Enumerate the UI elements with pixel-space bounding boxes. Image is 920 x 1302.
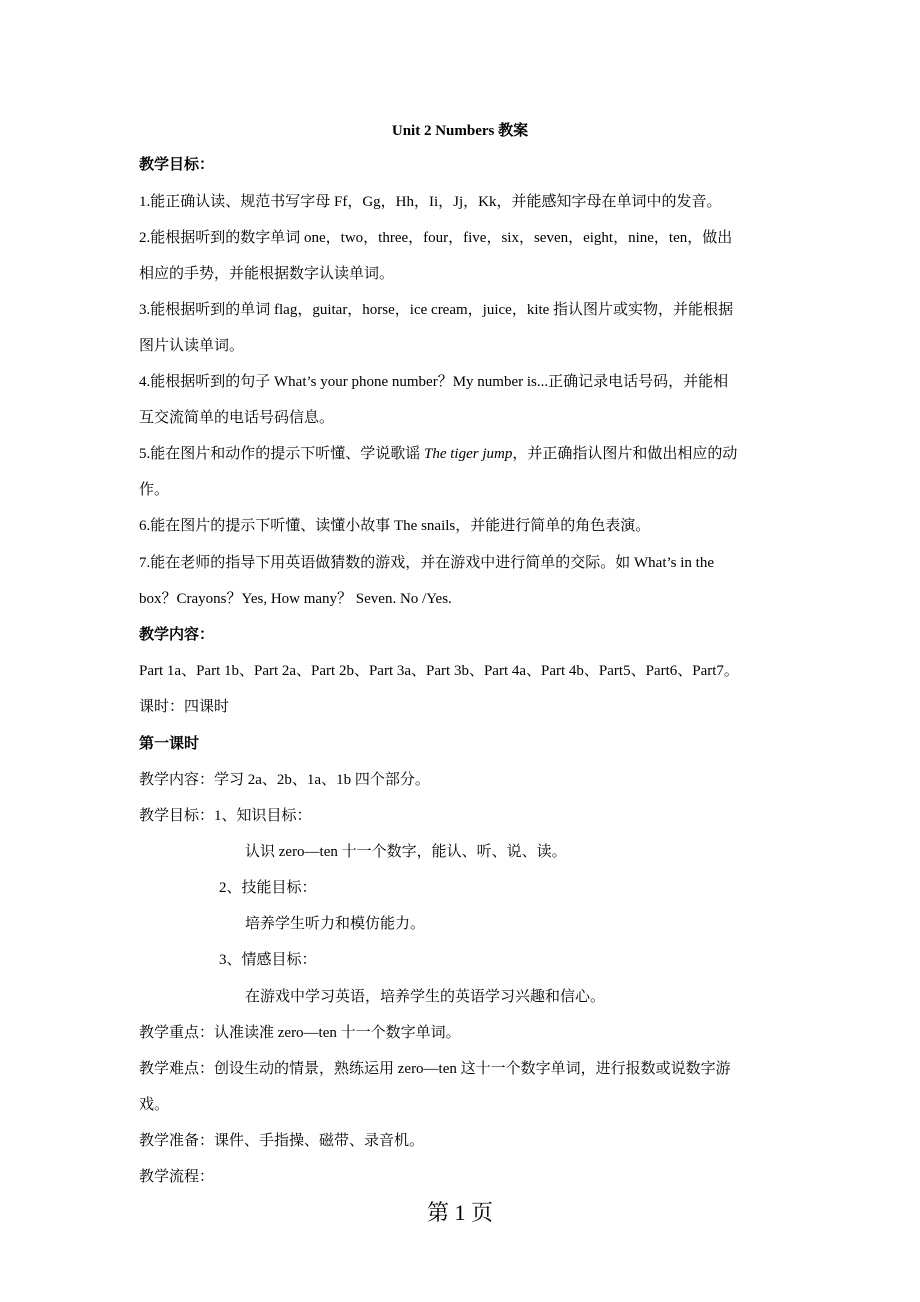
paragraph-line: 2、技能目标： bbox=[219, 880, 317, 896]
song-title: The tiger jump bbox=[424, 446, 513, 462]
paragraph-line: 教学重点：认准读准 zero—ten 十一个数字单词。 bbox=[139, 1025, 461, 1041]
paragraph-line: 教学准备：课件、手指操、磁带、录音机。 bbox=[139, 1133, 425, 1149]
paragraph-line: 认识 zero—ten 十一个数字，能认、听、说、读。 bbox=[245, 844, 567, 860]
paragraph-line: 作。 bbox=[139, 482, 170, 498]
section-heading: 教学目标： bbox=[139, 157, 215, 173]
paragraph-line: 3、情感目标： bbox=[219, 952, 317, 968]
document-title: Unit 2 Numbers 教案 bbox=[391, 123, 529, 139]
section-heading: 教学内容： bbox=[139, 627, 215, 643]
paragraph-line: 相应的手势，并能根据数字认读单词。 bbox=[139, 266, 395, 282]
paragraph-line: 7.能在老师的指导下用英语做猜数的游戏，并在游戏中进行简单的交际。如 What’s in the bbox=[139, 555, 714, 571]
paragraph-line: 课时：四课时 bbox=[139, 699, 230, 715]
paragraph-line: 4.能根据听到的句子 What’s your phone number？My number is...正确记录电话号码，并能相 bbox=[139, 374, 729, 390]
paragraph-line: 互交流简单的电话号码信息。 bbox=[139, 410, 335, 426]
paragraph-line: Part 1a、Part 1b、Part 2a、Part 2b、Part 3a、Part 3b、Part 4a、Part 4b、Part5、Part6、Part7。 bbox=[139, 663, 739, 679]
paragraph-line: 教学流程： bbox=[139, 1169, 215, 1185]
paragraph-line: 教学目标：1、知识目标： bbox=[139, 808, 312, 824]
paragraph-line: 2.能根据听到的数字单词 one，two，three，four，five，six，seven，eight，nine，ten，做出 bbox=[139, 230, 733, 246]
paragraph-line: 培养学生听力和模仿能力。 bbox=[245, 916, 426, 932]
paragraph-line: 教学内容：学习 2a、2b、1a、1b 四个部分。 bbox=[139, 772, 430, 788]
paragraph-line: 在游戏中学习英语，培养学生的英语学习兴趣和信心。 bbox=[245, 989, 606, 1005]
paragraph-line: 6.能在图片的提示下听懂、读懂小故事 The snails，并能进行简单的角色表演。 bbox=[139, 518, 651, 534]
paragraph-line: box？Crayons？Yes, How many？ Seven. No /Yes. bbox=[139, 591, 452, 607]
paragraph-line: 3.能根据听到的单词 flag，guitar，horse，ice cream，juice，kite 指认图片或实物，并能根据 bbox=[139, 302, 734, 318]
paragraph-line: 教学难点：创设生动的情景，熟练运用 zero—ten 这十一个数字单词，进行报数或说数字游 bbox=[139, 1061, 731, 1077]
paragraph-line: 图片认读单词。 bbox=[139, 338, 245, 354]
paragraph-line: 1.能正确认读、规范书写字母 Ff，Gg，Hh，Ii，Jj，Kk，并能感知字母在单词中的发音。 bbox=[139, 194, 722, 210]
section-heading: 第一课时 bbox=[139, 736, 200, 752]
page-number: 第 1 页 bbox=[426, 1200, 493, 1225]
paragraph-line: 5.能在图片和动作的提示下听懂、学说歌谣 The tiger jump，并正确指认图片和做出相应的动 bbox=[139, 446, 738, 462]
paragraph-line: 戏。 bbox=[139, 1097, 170, 1113]
